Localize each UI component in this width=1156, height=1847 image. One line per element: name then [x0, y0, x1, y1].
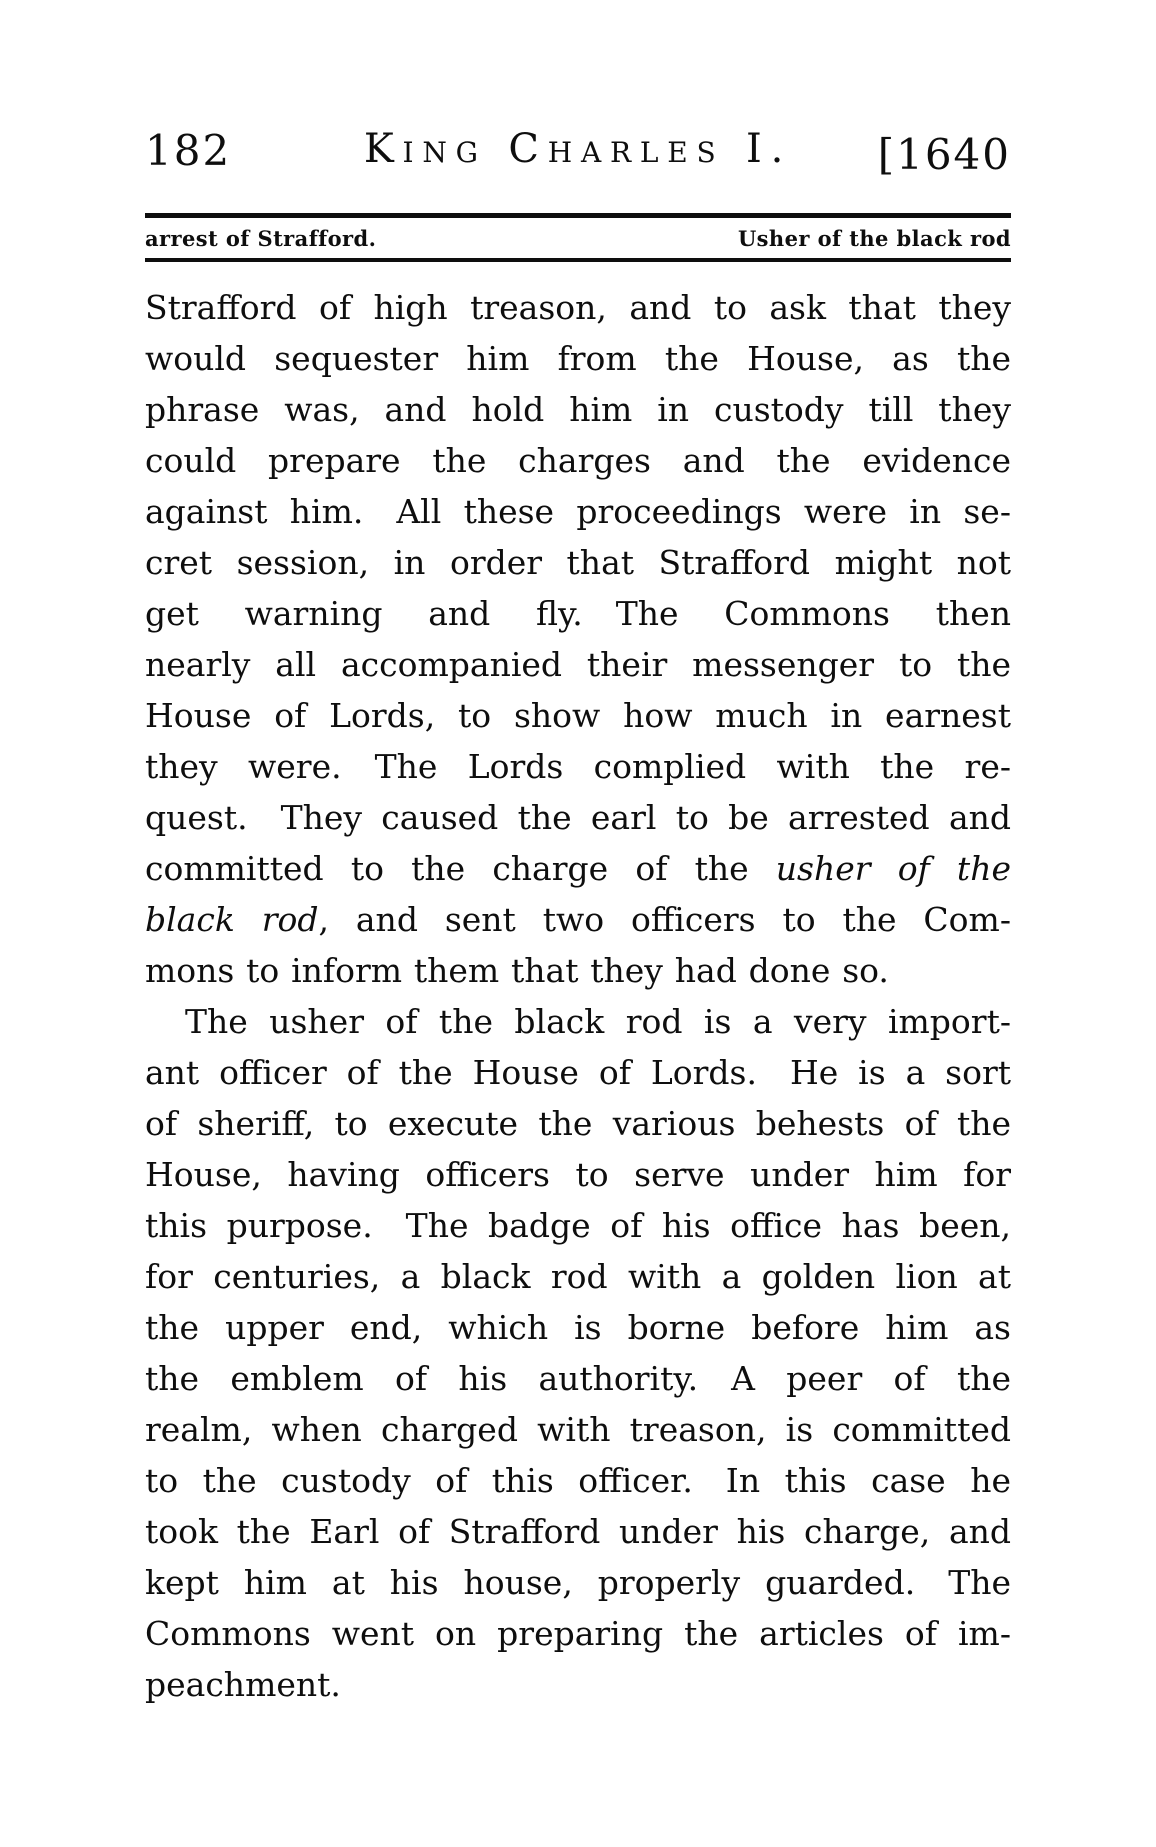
- text-line: [145, 996, 1011, 1047]
- paragraph: [145, 996, 1011, 1710]
- text-line: [145, 1506, 1011, 1557]
- text-segment: this purpose. The badge of his office has been,: [145, 1206, 1011, 1245]
- text-segment: would sequester him from the House, as the: [145, 339, 1011, 378]
- text-segment: phrase was, and hold him in custody till they: [145, 390, 1011, 429]
- text-line: [145, 1353, 1011, 1404]
- text-line: [145, 537, 1011, 588]
- text-segment: committed to the charge of the: [145, 849, 776, 888]
- text-segment: House of Lords, to show how much in earnest: [145, 696, 1011, 735]
- text-line: [145, 1455, 1011, 1506]
- text-line: [145, 486, 1011, 537]
- text-line: [145, 843, 1011, 894]
- text-line: [145, 1098, 1011, 1149]
- text-segment: Strafford of high treason, and to ask that they: [145, 288, 1011, 327]
- text-line: [145, 792, 1011, 843]
- catchword-left: arrest of Strafford.: [145, 226, 377, 251]
- text-segment: quest. They caused the earl to be arrested and: [145, 798, 1011, 837]
- text-line: [145, 690, 1011, 741]
- text-line: [145, 588, 1011, 639]
- text-segment: for centuries, a black rod with a golden lion at: [145, 1257, 1011, 1296]
- text-segment: realm, when charged with treason, is committed: [145, 1410, 1011, 1449]
- text-segment: the upper end, which is borne before him as: [145, 1308, 1011, 1347]
- catchword-right: Usher of the black rod: [737, 226, 1011, 251]
- text-segment: could prepare the charges and the evidence: [145, 441, 1011, 480]
- text-line: [145, 1047, 1011, 1098]
- year-label: [1640: [877, 130, 1011, 179]
- paragraph: [145, 282, 1011, 996]
- text-line: [145, 1608, 1011, 1659]
- text-segment: took the Earl of Strafford under his charge, and: [145, 1512, 1011, 1551]
- italic-phrase: black rod: [145, 900, 319, 939]
- text-line: [145, 384, 1011, 435]
- running-header: [145, 120, 1011, 179]
- text-line: [145, 1302, 1011, 1353]
- text-segment: cret session, in order that Strafford might not: [145, 543, 1011, 582]
- text-segment: of sheriff, to execute the various behests of the: [145, 1104, 1011, 1143]
- text-line: [145, 741, 1011, 792]
- page-body: [145, 282, 1011, 1710]
- text-line: [145, 282, 1011, 333]
- text-line: [145, 1557, 1011, 1608]
- text-segment: they were. The Lords complied with the re-: [145, 747, 1011, 786]
- text-segment: against him. All these proceedings were in se-: [145, 492, 1011, 531]
- text-segment: peachment.: [145, 1665, 341, 1704]
- text-segment: to the custody of this officer. In this case he: [145, 1461, 1011, 1500]
- text-segment: ant officer of the House of Lords. He is a sort: [145, 1053, 1011, 1092]
- text-segment: House, having officers to serve under him for: [145, 1155, 1011, 1194]
- text-line: [145, 894, 1011, 945]
- text-line: [145, 945, 1011, 996]
- text-line: [145, 1149, 1011, 1200]
- italic-phrase: usher of the: [775, 849, 1011, 888]
- text-segment: kept him at his house, properly guarded. The: [145, 1563, 1011, 1602]
- text-segment: get warning and fly. The Commons then: [145, 594, 1011, 633]
- text-segment: The usher of the black rod is a very import-: [185, 1002, 1011, 1041]
- catchword-rule: [145, 258, 1011, 262]
- text-segment: the emblem of his authority. A peer of the: [145, 1359, 1011, 1398]
- catchword-row: [145, 226, 1011, 252]
- text-line: [145, 1200, 1011, 1251]
- text-segment: Commons went on preparing the articles of im-: [145, 1614, 1011, 1653]
- text-line: [145, 333, 1011, 384]
- text-line: [145, 1404, 1011, 1455]
- running-title: King Charles I.: [363, 126, 793, 172]
- text-line: [145, 1251, 1011, 1302]
- page-number: 182: [145, 126, 232, 175]
- text-line: [145, 1659, 1011, 1710]
- text-line: [145, 639, 1011, 690]
- header-rule: [145, 213, 1011, 218]
- text-segment: , and sent two officers to the Com-: [318, 900, 1011, 939]
- text-segment: nearly all accompanied their messenger to the: [145, 645, 1011, 684]
- text-line: [145, 435, 1011, 486]
- text-segment: mons to inform them that they had done so.: [145, 951, 889, 990]
